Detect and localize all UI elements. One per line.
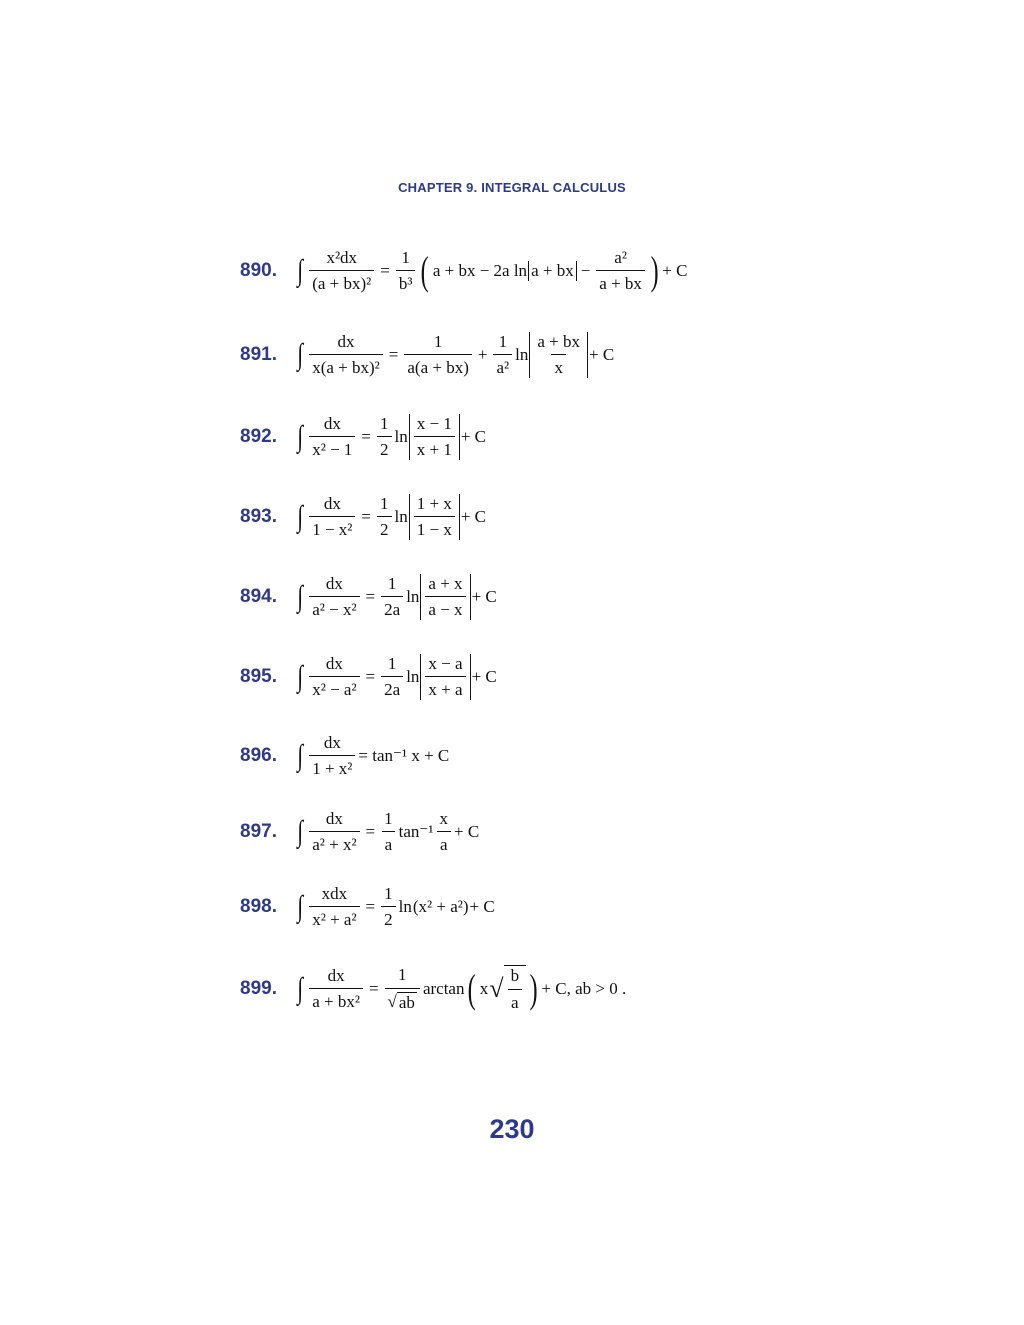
coefficient-fraction: 1 √ ab — [385, 965, 420, 1013]
integral-sign: ∫ — [297, 254, 303, 287]
integral-sign: ∫ — [297, 338, 303, 371]
formula-894: ∫ $\frac{dx}{\text{a² − x²}}$ = $\frac{1}{2a}$ ln $\frac{a + x}{a - x}$ + C — [297, 573, 497, 619]
coefficient-fraction: $\frac{1}{2a}$ — [381, 574, 403, 621]
formula-number: 895. — [240, 666, 277, 687]
coefficient-fraction: $\frac{1}{2a}$ — [381, 654, 403, 701]
formula-891: ∫ $\frac{dx}{\text{x(a + bx)²}}$ = $\frac{1}{a(a + bx)}$ + $\frac{1}{\text{a²}}$ ln $\frac{a + bx}{x}$ + C — [297, 331, 615, 377]
formula-890: ∫ $\frac{\text{x²dx}}{\text{(a + bx)²}}$ = $\frac{1}{\text{b³}}$ ( a + bx − 2a ln a + bx − $\frac{\text{a²}}{a + bx}$ ) + C — [297, 247, 688, 293]
integral-sign: ∫ — [297, 972, 303, 1005]
integrand-fraction: $\frac{dx}{\text{x² − 1}}$ — [309, 414, 355, 461]
formula-row-891 — [240, 319, 980, 391]
formula-row-890 — [240, 235, 980, 307]
argument-fraction: $\frac{x}{a}$ — [436, 809, 451, 856]
formula-row-893 — [240, 481, 980, 553]
formula-row-899 — [240, 953, 980, 1025]
formula-number: 890. — [240, 260, 277, 281]
integral-sign: ∫ — [297, 660, 303, 693]
integral-sign: ∫ — [297, 420, 303, 453]
left-paren: ( — [421, 248, 430, 293]
coefficient-fraction: $\frac{1}{2}$ — [377, 414, 392, 461]
absolute-value: a + bx — [528, 261, 577, 281]
integrand-fraction: $\frac{dx}{\text{a + bx²}}$ — [309, 966, 363, 1013]
formula-number: 892. — [240, 426, 277, 447]
formula-row-896 — [240, 720, 980, 792]
coefficient-fraction: $\frac{1}{2}$ — [377, 494, 392, 541]
formula-898: ∫ $\frac{\text{xdx}}{\text{x² + a²}}$ = $\frac{1}{2}$ ln (x² + a²) + C — [297, 883, 495, 929]
right-paren: ) — [650, 248, 659, 293]
formula-895: ∫ $\frac{dx}{\text{x² − a²}}$ = $\frac{1}{2a}$ ln $\frac{x - a}{x + a}$ + C — [297, 653, 497, 699]
coefficient-fraction: $\frac{1}{\text{b³}}$ — [396, 248, 416, 295]
integral-sign: ∫ — [297, 890, 303, 923]
right-paren: ) — [529, 966, 538, 1011]
term-fraction: $\frac{\text{a²}}{a + bx}$ — [596, 248, 645, 295]
integrand-fraction: $\frac{dx}{\text{1 − x²}}$ — [309, 494, 355, 541]
absolute-value: $\frac{a + x}{a - x}$ — [420, 574, 470, 621]
integral-sign: ∫ — [297, 500, 303, 533]
integrand-fraction: $\frac{dx}{\text{a² − x²}}$ — [309, 574, 359, 621]
formula-row-892 — [240, 401, 980, 473]
square-root: √ ab — [387, 992, 415, 1012]
coefficient-fraction: $\frac{1}{\text{a²}}$ — [493, 332, 512, 379]
formula-number: 896. — [240, 745, 277, 766]
left-paren: ( — [468, 966, 477, 1011]
formula-number: 897. — [240, 821, 277, 842]
square-root: √ $\frac{b}{a}$ — [489, 965, 526, 1013]
formula-row-895 — [240, 641, 980, 713]
integral-sign: ∫ — [297, 739, 303, 772]
formula-number: 894. — [240, 586, 277, 607]
chapter-header: CHAPTER 9. INTEGRAL CALCULUS — [398, 180, 626, 195]
formula-893: ∫ $\frac{dx}{\text{1 − x²}}$ = $\frac{1}{2}$ ln $\frac{1 + x}{1 - x}$ + C — [297, 493, 487, 539]
formula-number: 898. — [240, 896, 277, 917]
formula-number: 899. — [240, 978, 277, 999]
formula-892: ∫ $\frac{dx}{\text{x² − 1}}$ = $\frac{1}{2}$ ln $\frac{x - 1}{x + 1}$ + C — [297, 413, 487, 459]
coefficient-fraction: $\frac{1}{a}$ — [381, 809, 396, 856]
formula-896: ∫ $\frac{dx}{\text{1 + x²}}$ = tan⁻¹ x + C — [297, 732, 450, 778]
formula-row-894 — [240, 561, 980, 633]
formula-row-897 — [240, 796, 980, 868]
integrand-fraction: $\frac{dx}{\text{x(a + bx)²}}$ — [309, 332, 383, 379]
coefficient-fraction: $\frac{1}{2}$ — [381, 884, 396, 931]
absolute-value: $\frac{a + bx}{x}$ — [529, 332, 588, 379]
absolute-value: $\frac{x - 1}{x + 1}$ — [409, 414, 460, 461]
formula-number: 893. — [240, 506, 277, 527]
term-fraction: $\frac{1}{a(a + bx)}$ — [404, 332, 472, 379]
integrand-fraction: $\frac{dx}{\text{x² − a²}}$ — [309, 654, 359, 701]
absolute-value: $\frac{1 + x}{1 - x}$ — [409, 494, 460, 541]
integral-sign: ∫ — [297, 580, 303, 613]
formula-897: ∫ $\frac{dx}{\text{a² + x²}}$ = $\frac{1}{a}$ tan⁻¹ $\frac{x}{a}$ + C — [297, 808, 480, 854]
page-number: 230 — [489, 1114, 535, 1144]
absolute-value: $\frac{x - a}{x + a}$ — [420, 654, 470, 701]
integrand-fraction: $\frac{dx}{\text{1 + x²}}$ — [309, 733, 355, 780]
integrand-fraction: $\frac{dx}{\text{a² + x²}}$ — [309, 809, 359, 856]
integrand-fraction: $\frac{\text{xdx}}{\text{x² + a²}}$ — [309, 884, 359, 931]
formula-899: ∫ $\frac{dx}{\text{a + bx²}}$ = 1 √ ab arctan ( x √ $\frac{b}{a}$ ) + C, ab > 0 . — [297, 965, 627, 1012]
formula-row-898 — [240, 871, 980, 943]
integrand-fraction: $\frac{\text{x²dx}}{\text{(a + bx)²}}$ — [309, 248, 374, 295]
formula-number: 891. — [240, 344, 277, 365]
integral-sign: ∫ — [297, 815, 303, 848]
